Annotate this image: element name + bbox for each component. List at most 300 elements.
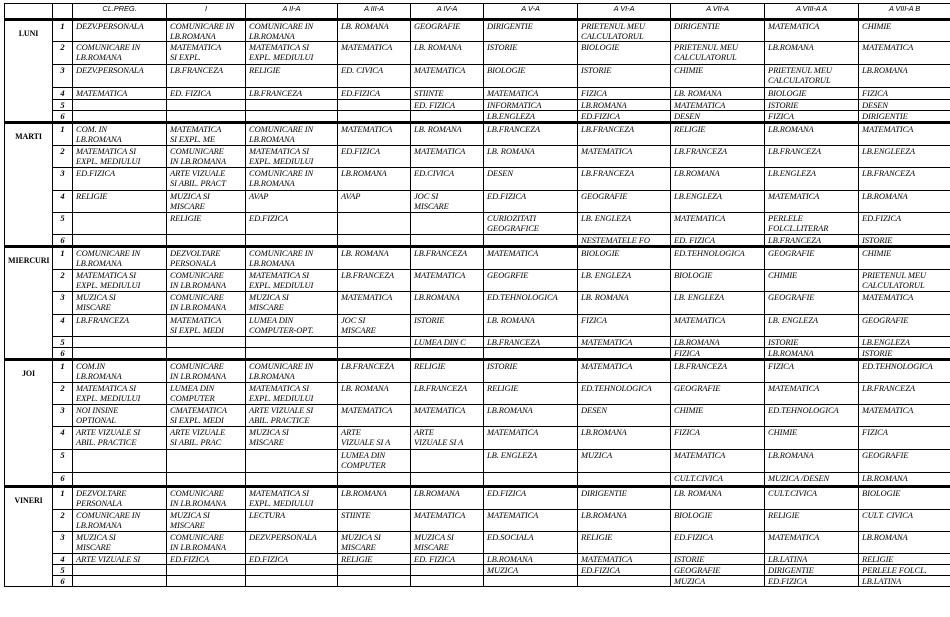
hour-number: 3 bbox=[53, 168, 73, 191]
lesson-cell bbox=[338, 88, 411, 100]
lesson-cell bbox=[246, 510, 338, 532]
schedule-row bbox=[5, 450, 950, 473]
lesson-text: COM. IN bbox=[76, 124, 107, 134]
lesson-text: MUZICA SI bbox=[249, 427, 289, 437]
lesson-text: ISTORIE bbox=[862, 235, 893, 245]
lesson-text: LB.FRANCEZA bbox=[768, 235, 821, 245]
lesson-cell bbox=[765, 65, 859, 88]
lesson-text: ISTORIE bbox=[768, 100, 799, 110]
lesson-cell bbox=[246, 487, 338, 510]
lesson-text: LB.FRANCEZA bbox=[414, 248, 467, 258]
lesson-cell bbox=[671, 554, 765, 565]
lesson-text: MATEMATICA bbox=[862, 292, 914, 302]
lesson-text: ARTE bbox=[414, 427, 434, 437]
schedule-row bbox=[5, 213, 950, 235]
lesson-cell bbox=[765, 427, 859, 450]
lesson-cell bbox=[578, 487, 671, 510]
lesson-text: RELIGIE bbox=[170, 213, 202, 223]
lesson-text: DIRIGENTIE bbox=[581, 488, 627, 498]
lesson-cell bbox=[167, 20, 246, 42]
lesson-text: LB.ENGLEZA bbox=[768, 168, 816, 178]
lesson-cell bbox=[578, 100, 671, 111]
lesson-text: ED.TEHNOLOGICA bbox=[487, 292, 558, 302]
lesson-cell bbox=[671, 565, 765, 576]
hour-number: 2 bbox=[53, 146, 73, 168]
lesson-cell bbox=[338, 427, 411, 450]
lesson-text: COMUNICARE IN bbox=[249, 361, 314, 371]
timetable bbox=[4, 3, 950, 587]
lesson-text: ISTORIE bbox=[674, 554, 705, 564]
lesson-cell bbox=[73, 576, 167, 587]
lesson-text: LB.ROMANA bbox=[414, 292, 460, 302]
lesson-text: PERSONALA bbox=[170, 258, 216, 268]
lesson-text: MATEMATICA bbox=[170, 42, 222, 52]
lesson-text: MATEMATICA bbox=[341, 42, 393, 52]
lesson-text: CMATEMATICA bbox=[170, 405, 227, 415]
lesson-text: ED.FIZICA bbox=[170, 554, 209, 564]
lesson-text: BIOLOGIE bbox=[674, 510, 713, 520]
hour-number: 3 bbox=[53, 405, 73, 427]
lesson-text: PERLELE bbox=[768, 213, 803, 223]
lesson-text: RELIGIE bbox=[341, 554, 373, 564]
lesson-cell bbox=[859, 146, 950, 168]
lesson-cell bbox=[167, 565, 246, 576]
lesson-text: RELIGIE bbox=[862, 554, 894, 564]
lesson-text: CALCULATORUL bbox=[674, 52, 737, 62]
lesson-text: MATEMATICA bbox=[487, 427, 539, 437]
lesson-cell bbox=[167, 315, 246, 337]
lesson-text: BIOLOGIE bbox=[487, 65, 526, 75]
lesson-text: LB.ROMANA bbox=[487, 405, 533, 415]
lesson-cell bbox=[859, 168, 950, 191]
hour-number: 2 bbox=[53, 510, 73, 532]
lesson-text: EXPL. MEDIULUI bbox=[249, 52, 314, 62]
lesson-cell bbox=[338, 111, 411, 123]
lesson-text: MATEMATICA bbox=[674, 100, 726, 110]
hour-number: 1 bbox=[53, 360, 73, 383]
lesson-text: ED. CIVICA bbox=[341, 65, 383, 75]
lesson-cell bbox=[73, 360, 167, 383]
schedule-row bbox=[5, 405, 950, 427]
lesson-cell bbox=[167, 360, 246, 383]
lesson-cell bbox=[246, 315, 338, 337]
lesson-cell bbox=[765, 88, 859, 100]
lesson-cell bbox=[578, 576, 671, 587]
lesson-text: ARTE VIZUALE SI bbox=[76, 554, 141, 564]
lesson-cell bbox=[411, 383, 484, 405]
schedule-row bbox=[5, 315, 950, 337]
lesson-cell bbox=[246, 565, 338, 576]
lesson-text: DESEN bbox=[487, 168, 513, 178]
header-cell bbox=[5, 4, 53, 20]
lesson-text: SI EXPL. bbox=[170, 52, 201, 62]
lesson-text: LB.ROMANA bbox=[76, 371, 122, 381]
lesson-cell bbox=[765, 168, 859, 191]
lesson-cell bbox=[578, 146, 671, 168]
hour-number: 3 bbox=[53, 532, 73, 554]
lesson-cell bbox=[859, 213, 950, 235]
lesson-cell bbox=[167, 554, 246, 565]
schedule-row bbox=[5, 292, 950, 315]
lesson-cell bbox=[73, 213, 167, 235]
header-cell: A II-A bbox=[246, 4, 338, 20]
lesson-text: LB. ENGLEZA bbox=[487, 450, 537, 460]
lesson-text: LB.ROMANA bbox=[768, 450, 814, 460]
lesson-text: SI ABIL. PRACT bbox=[170, 178, 226, 188]
lesson-text: CHIMIE bbox=[862, 21, 892, 31]
lesson-text: LUMEA DIN bbox=[341, 450, 386, 460]
schedule-row bbox=[5, 168, 950, 191]
lesson-cell bbox=[246, 111, 338, 123]
lesson-text: EXPL. MEDIULUI bbox=[76, 156, 141, 166]
lesson-text: MATEMATICA bbox=[581, 361, 633, 371]
lesson-text: LB.ENGLEEZA bbox=[862, 146, 915, 156]
lesson-cell bbox=[859, 100, 950, 111]
lesson-cell bbox=[765, 473, 859, 487]
lesson-text: ED.TEHNOLOGICA bbox=[674, 248, 745, 258]
schedule-row bbox=[5, 42, 950, 65]
lesson-text: ARTE VIZUALE SI bbox=[249, 405, 314, 415]
lesson-text: MISCARE bbox=[76, 542, 111, 552]
lesson-text: RELIGIE bbox=[674, 124, 706, 134]
lesson-cell bbox=[246, 427, 338, 450]
lesson-cell bbox=[411, 473, 484, 487]
lesson-cell bbox=[338, 510, 411, 532]
lesson-text: STIINTE bbox=[341, 510, 371, 520]
lesson-cell bbox=[859, 247, 950, 270]
lesson-text: LB.ROMANA bbox=[341, 488, 387, 498]
lesson-text: ARTE bbox=[341, 427, 361, 437]
lesson-cell bbox=[246, 146, 338, 168]
lesson-text: LB.LATINA bbox=[862, 576, 902, 586]
lesson-cell bbox=[671, 88, 765, 100]
lesson-cell bbox=[338, 191, 411, 213]
lesson-text: LB.ROMANA bbox=[414, 488, 460, 498]
lesson-text: CHIMIE bbox=[768, 270, 798, 280]
hour-number: 5 bbox=[53, 213, 73, 235]
lesson-cell bbox=[73, 42, 167, 65]
lesson-cell bbox=[578, 65, 671, 88]
lesson-text: ISTORIE bbox=[487, 361, 518, 371]
hour-number: 3 bbox=[53, 292, 73, 315]
lesson-text: CALCULATORUL bbox=[581, 31, 644, 41]
lesson-text: SI EXPL. ME bbox=[170, 134, 215, 144]
lesson-cell bbox=[859, 348, 950, 360]
lesson-text: LB.ROMANA bbox=[862, 473, 908, 483]
lesson-cell bbox=[765, 383, 859, 405]
lesson-cell bbox=[484, 427, 578, 450]
lesson-cell bbox=[246, 337, 338, 348]
lesson-text: LB. ROMANA bbox=[414, 124, 462, 134]
lesson-cell bbox=[671, 405, 765, 427]
schedule-row bbox=[5, 427, 950, 450]
lesson-text: LB.ROMANA bbox=[674, 168, 720, 178]
lesson-cell bbox=[338, 42, 411, 65]
lesson-cell bbox=[246, 20, 338, 42]
lesson-cell bbox=[411, 532, 484, 554]
lesson-cell bbox=[578, 510, 671, 532]
lesson-text: LB.FRANCEZA bbox=[581, 124, 634, 134]
lesson-cell bbox=[484, 88, 578, 100]
lesson-text: OPTIONAL bbox=[76, 415, 116, 425]
lesson-text: LB.ROMANA bbox=[487, 554, 533, 564]
header-cell: A VII-A bbox=[671, 4, 765, 20]
lesson-cell bbox=[167, 100, 246, 111]
lesson-text: PRIETENUL MEU bbox=[862, 270, 926, 280]
lesson-cell bbox=[484, 383, 578, 405]
lesson-cell bbox=[73, 292, 167, 315]
lesson-cell bbox=[859, 111, 950, 123]
lesson-text: GEOGRAFIE bbox=[414, 21, 461, 31]
lesson-text: PERSONALA bbox=[76, 498, 122, 508]
day-label: MARTI bbox=[5, 123, 53, 247]
lesson-text: GEOGRFIE bbox=[487, 270, 529, 280]
lesson-text: COMUNICARE bbox=[170, 361, 224, 371]
lesson-text: LB.ENGLEZA bbox=[674, 191, 722, 201]
lesson-cell bbox=[671, 337, 765, 348]
lesson-cell bbox=[578, 360, 671, 383]
lesson-cell bbox=[167, 383, 246, 405]
lesson-text: LUMEA DIN C bbox=[414, 337, 466, 347]
schedule-row bbox=[5, 235, 950, 247]
lesson-cell bbox=[578, 270, 671, 292]
lesson-text: ARTE VIZUALE bbox=[170, 427, 226, 437]
lesson-cell bbox=[338, 270, 411, 292]
lesson-cell bbox=[338, 576, 411, 587]
lesson-text: LB. ROMANA bbox=[341, 21, 389, 31]
lesson-cell bbox=[73, 88, 167, 100]
day-label: JOI bbox=[5, 360, 53, 487]
lesson-cell bbox=[338, 123, 411, 146]
lesson-cell bbox=[671, 100, 765, 111]
lesson-cell bbox=[859, 360, 950, 383]
lesson-cell bbox=[578, 247, 671, 270]
day-label: VINERI bbox=[5, 487, 53, 587]
lesson-text: LB.ROMANA bbox=[249, 31, 295, 41]
lesson-text: IN LB.ROMANA bbox=[170, 302, 226, 312]
hour-number: 4 bbox=[53, 427, 73, 450]
lesson-text: ED. FIZICA bbox=[414, 554, 456, 564]
lesson-text: MATEMATICA SI bbox=[76, 270, 137, 280]
lesson-text: PRIETENUL MEU bbox=[581, 21, 645, 31]
lesson-text: ED. FIZICA bbox=[170, 88, 212, 98]
lesson-cell bbox=[859, 487, 950, 510]
lesson-text: MUZICA SI bbox=[249, 292, 289, 302]
schedule-row bbox=[5, 360, 950, 383]
lesson-text: COMPUTER-OPT. bbox=[249, 325, 314, 335]
lesson-text: ED.FIZICA bbox=[487, 488, 526, 498]
lesson-text: ED.FIZICA bbox=[674, 532, 713, 542]
lesson-text: COMPUTER bbox=[170, 393, 215, 403]
lesson-cell bbox=[765, 191, 859, 213]
lesson-cell bbox=[765, 576, 859, 587]
lesson-cell bbox=[246, 235, 338, 247]
lesson-cell bbox=[484, 450, 578, 473]
lesson-cell bbox=[484, 576, 578, 587]
lesson-text: LB.ROMANA bbox=[341, 168, 387, 178]
lesson-cell bbox=[578, 168, 671, 191]
lesson-cell bbox=[484, 487, 578, 510]
lesson-cell bbox=[671, 65, 765, 88]
lesson-cell bbox=[765, 213, 859, 235]
lesson-text: COMUNICARE IN bbox=[249, 168, 314, 178]
lesson-cell bbox=[859, 510, 950, 532]
lesson-text: STIINTE bbox=[414, 88, 444, 98]
lesson-text: ED.FIZICA bbox=[341, 146, 380, 156]
lesson-text: MUZICA SI bbox=[76, 292, 116, 302]
hour-number: 4 bbox=[53, 88, 73, 100]
lesson-text: ED.CIVICA bbox=[414, 168, 454, 178]
lesson-text: MATEMATICA bbox=[414, 405, 466, 415]
hour-number: 4 bbox=[53, 554, 73, 565]
hour-number: 5 bbox=[53, 337, 73, 348]
lesson-cell bbox=[246, 348, 338, 360]
lesson-text: MATEMATICA bbox=[674, 450, 726, 460]
lesson-text: LB. ROMANA bbox=[674, 88, 722, 98]
lesson-text: ED.TEHNOLOGICA bbox=[862, 361, 933, 371]
lesson-text: LB.FRANCEZA bbox=[487, 124, 540, 134]
lesson-text: FOLCL.LITERAR bbox=[768, 223, 829, 233]
schedule-row bbox=[5, 383, 950, 405]
lesson-cell bbox=[338, 168, 411, 191]
lesson-text: DEZV.PERSONALA bbox=[249, 532, 317, 542]
lesson-cell bbox=[765, 554, 859, 565]
lesson-text: LB.ROMANA bbox=[76, 258, 122, 268]
lesson-cell bbox=[484, 111, 578, 123]
lesson-text: DESEN bbox=[862, 100, 888, 110]
lesson-text: MISCARE bbox=[170, 201, 205, 211]
hour-number: 6 bbox=[53, 235, 73, 247]
lesson-cell bbox=[246, 473, 338, 487]
lesson-cell bbox=[484, 270, 578, 292]
lesson-text: ARTE VIZUALE bbox=[170, 168, 226, 178]
hour-number: 5 bbox=[53, 100, 73, 111]
lesson-text: EXPL. MEDIULUI bbox=[249, 393, 314, 403]
lesson-cell bbox=[671, 42, 765, 65]
lesson-cell bbox=[484, 42, 578, 65]
lesson-cell bbox=[167, 235, 246, 247]
lesson-cell bbox=[578, 337, 671, 348]
lesson-text: LB. ENGLEZA bbox=[581, 270, 631, 280]
hour-number: 1 bbox=[53, 487, 73, 510]
lesson-text: PRIETENUL MEU bbox=[768, 65, 832, 75]
lesson-cell bbox=[338, 65, 411, 88]
lesson-cell bbox=[73, 247, 167, 270]
header-cell: A IV-A bbox=[411, 4, 484, 20]
lesson-cell bbox=[671, 292, 765, 315]
lesson-cell bbox=[246, 42, 338, 65]
lesson-cell bbox=[167, 450, 246, 473]
lesson-text: MATEMATICA bbox=[768, 191, 820, 201]
lesson-text: BIOLOGIE bbox=[768, 88, 807, 98]
header-cell: A VIII-A B bbox=[859, 4, 950, 20]
lesson-cell bbox=[765, 20, 859, 42]
lesson-text: LB.ROMANA bbox=[249, 134, 295, 144]
lesson-text: ARTE VIZUALE SI bbox=[76, 427, 141, 437]
lesson-cell bbox=[411, 510, 484, 532]
lesson-cell bbox=[411, 348, 484, 360]
lesson-text: MATEMATICA bbox=[414, 270, 466, 280]
lesson-cell bbox=[578, 450, 671, 473]
lesson-text: GEOGRAFIE bbox=[674, 565, 721, 575]
lesson-text: MATEMATICA bbox=[76, 88, 128, 98]
schedule-row bbox=[5, 100, 950, 111]
lesson-text: EXPL. MEDIULUI bbox=[76, 393, 141, 403]
lesson-cell bbox=[859, 88, 950, 100]
lesson-cell bbox=[411, 191, 484, 213]
schedule-row bbox=[5, 554, 950, 565]
lesson-text: LB.FRANCEZA bbox=[76, 315, 129, 325]
lesson-text: MATEMATICA bbox=[414, 65, 466, 75]
lesson-text: LECTURA bbox=[249, 510, 286, 520]
lesson-cell bbox=[859, 65, 950, 88]
schedule-row bbox=[5, 111, 950, 123]
header-cell: CL.PREG. bbox=[73, 4, 167, 20]
lesson-text: MATEMATICA bbox=[414, 510, 466, 520]
lesson-text: FIZICA bbox=[581, 88, 607, 98]
lesson-cell bbox=[484, 213, 578, 235]
lesson-text: LB.ROMANA bbox=[674, 337, 720, 347]
lesson-text: RELIGIE bbox=[249, 65, 281, 75]
lesson-text: MATEMATICA bbox=[581, 554, 633, 564]
lesson-cell bbox=[246, 123, 338, 146]
lesson-text: MUZICA bbox=[674, 576, 706, 586]
day-label: MIERCURI bbox=[5, 247, 53, 360]
lesson-cell bbox=[859, 270, 950, 292]
lesson-text: VIZUALE SI A bbox=[341, 437, 391, 447]
lesson-text: VIZUALE SI A bbox=[414, 437, 464, 447]
lesson-cell bbox=[73, 565, 167, 576]
lesson-text: LB.ROMANA bbox=[862, 65, 908, 75]
lesson-cell bbox=[411, 123, 484, 146]
lesson-text: RELIGIE bbox=[581, 532, 613, 542]
schedule-row bbox=[5, 473, 950, 487]
lesson-text: MATEMATICA SI bbox=[249, 488, 310, 498]
lesson-cell bbox=[246, 450, 338, 473]
lesson-cell bbox=[338, 213, 411, 235]
lesson-cell bbox=[246, 191, 338, 213]
lesson-text: SI EXPL. MEDI bbox=[170, 325, 224, 335]
lesson-text: FIZICA bbox=[581, 315, 607, 325]
lesson-text: LB.ROMANA bbox=[862, 191, 908, 201]
lesson-text: LB.FRANCEZA bbox=[862, 168, 915, 178]
lesson-text: LB. ROMANA bbox=[487, 315, 535, 325]
lesson-cell bbox=[73, 111, 167, 123]
lesson-text: COMUNICARE IN bbox=[249, 248, 314, 258]
lesson-text: LB.ROMANA bbox=[249, 178, 295, 188]
lesson-text: LB. ROMANA bbox=[674, 488, 722, 498]
lesson-text: NOI INSINE bbox=[76, 405, 119, 415]
lesson-text: LB.FRANCEZA bbox=[170, 65, 223, 75]
lesson-cell bbox=[765, 123, 859, 146]
lesson-cell bbox=[578, 554, 671, 565]
lesson-cell bbox=[411, 360, 484, 383]
lesson-cell bbox=[73, 337, 167, 348]
lesson-text: CHIMIE bbox=[674, 65, 704, 75]
lesson-cell bbox=[484, 532, 578, 554]
day-label: LUNI bbox=[5, 20, 53, 123]
lesson-text: MATEMATICA bbox=[341, 292, 393, 302]
lesson-text: DEZV.PERSONALA bbox=[76, 65, 144, 75]
lesson-cell bbox=[411, 292, 484, 315]
lesson-cell bbox=[859, 20, 950, 42]
lesson-cell bbox=[671, 532, 765, 554]
lesson-cell bbox=[411, 405, 484, 427]
lesson-cell bbox=[73, 532, 167, 554]
schedule-row bbox=[5, 510, 950, 532]
lesson-text: MATEMATICA bbox=[862, 124, 914, 134]
lesson-text: MATEMATICA SI bbox=[249, 146, 310, 156]
